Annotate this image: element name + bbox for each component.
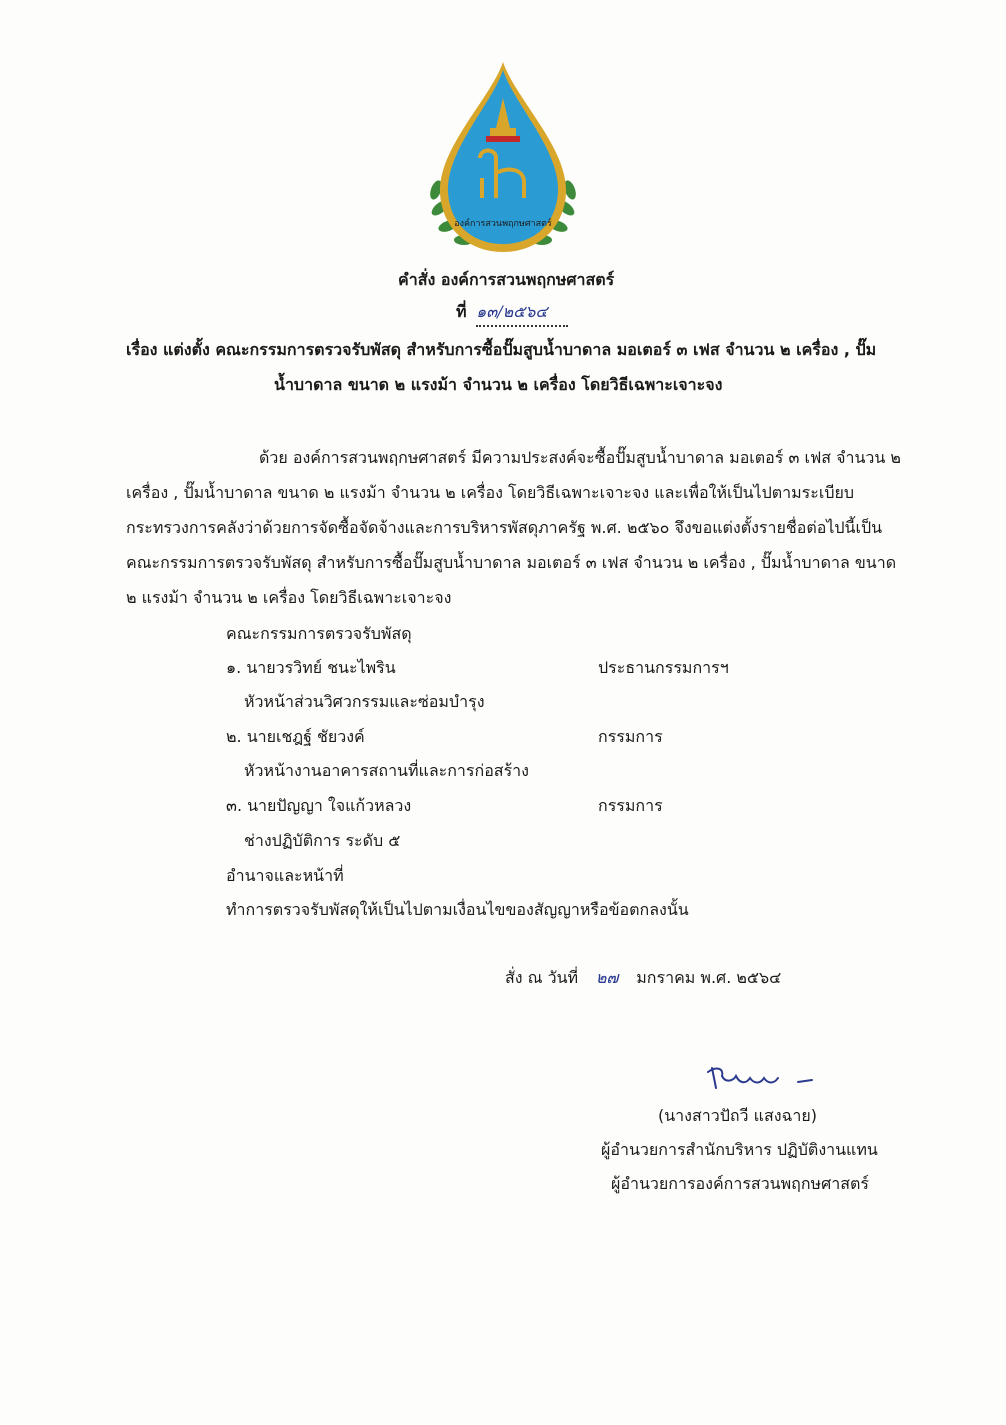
logo-text: องค์การสวนพฤกษศาสตร์: [454, 219, 552, 229]
signer-title-1: ผู้อำนวยการสำนักบริหาร ปฏิบัติงานแทน: [601, 1140, 878, 1159]
order-number-row: [456, 300, 568, 327]
duties-heading: อำนาจและหน้าที่: [226, 866, 344, 885]
signer-title-2: ผู้อำนวยการองค์การสวนพฤกษศาสตร์: [611, 1174, 869, 1193]
body-line-2: เครื่อง , ปั๊มน้ำบาดาล ขนาด ๒ แรงม้า จำนวน ๒ เครื่อง โดยวิธีเฉพาะเจาะจง และเพื่อให้เป็นไปตามระเบียบ: [126, 483, 855, 502]
body-line-5: ๒ แรงม้า จำนวน ๒ เครื่อง โดยวิธีเฉพาะเจาะจง: [126, 588, 452, 607]
member-name: ๓. นายปัญญา ใจแก้วหลวง: [226, 796, 412, 815]
order-number-label: ที่: [456, 302, 467, 321]
order-title: คำสั่ง องค์การสวนพฤกษศาสตร์: [398, 270, 615, 289]
date-day: ๒๗: [595, 968, 619, 987]
member-name: ๒. นายเชฎฐ์ ชัยวงค์: [226, 727, 365, 746]
handwritten-signature: [706, 1062, 816, 1098]
order-date: [505, 966, 781, 991]
order-number-field: [476, 300, 568, 327]
member-role: กรรมการ: [598, 796, 663, 815]
date-rest: มกราคม พ.ศ. ๒๕๖๔: [636, 968, 782, 987]
duties-text: ทำการตรวจรับพัสดุให้เป็นไปตามเงื่อนไขของสัญญาหรือข้อตกลงนั้น: [226, 900, 689, 919]
member-role: ประธานกรรมการฯ: [598, 658, 729, 677]
body-line-4: คณะกรรมการตรวจรับพัสดุ สำหรับการซื้อปั๊มสูบน้ำบาดาล มอเตอร์ ๓ เฟส จำนวน ๒ เครื่อง , ปั๊มน้ำบาดาล ขนาด: [126, 553, 897, 572]
subject-line-2: น้ำบาดาล ขนาด ๒ แรงม้า จำนวน ๒ เครื่อง โดยวิธีเฉพาะเจาะจง: [274, 375, 723, 394]
body-line-1: ด้วย องค์การสวนพฤกษศาสตร์ มีความประสงค์จะซื้อปั๊มสูบน้ำบาดาล มอเตอร์ ๓ เฟส จำนวน ๒: [259, 448, 901, 467]
organization-logo: [420, 58, 586, 258]
body-line-3: กระทรวงการคลังว่าด้วยการจัดซื้อจัดจ้างและการบริหารพัสดุภาครัฐ พ.ศ. ๒๕๖๐ จึงขอแต่งตั้งรายชื่อต่อไปนี้เป็น: [126, 518, 883, 537]
subject-line-1: เรื่อง แต่งตั้ง คณะกรรมการตรวจรับพัสดุ สำหรับการซื้อปั๊มสูบน้ำบาดาล มอเตอร์ ๓ เฟส จำนวน ๒ เครื่อง , ปั๊ม: [126, 340, 877, 359]
committee-heading: คณะกรรมการตรวจรับพัสดุ: [226, 624, 412, 643]
member-position: หัวหน้างานอาคารสถานที่และการก่อสร้าง: [244, 761, 529, 780]
order-number-value: ๑๓/๒๕๖๔: [476, 302, 548, 321]
member-name: ๑. นายวรวิทย์ ชนะไพริน: [226, 658, 396, 677]
member-position: หัวหน้าส่วนวิศวกรรมและซ่อมบำรุง: [244, 692, 485, 711]
date-prefix: สั่ง ณ วันที่: [505, 968, 579, 987]
member-role: กรรมการ: [598, 727, 663, 746]
signer-name: (นางสาวปัถวี แสงฉาย): [658, 1106, 818, 1125]
member-position: ช่างปฏิบัติการ ระดับ ๕: [244, 831, 401, 850]
